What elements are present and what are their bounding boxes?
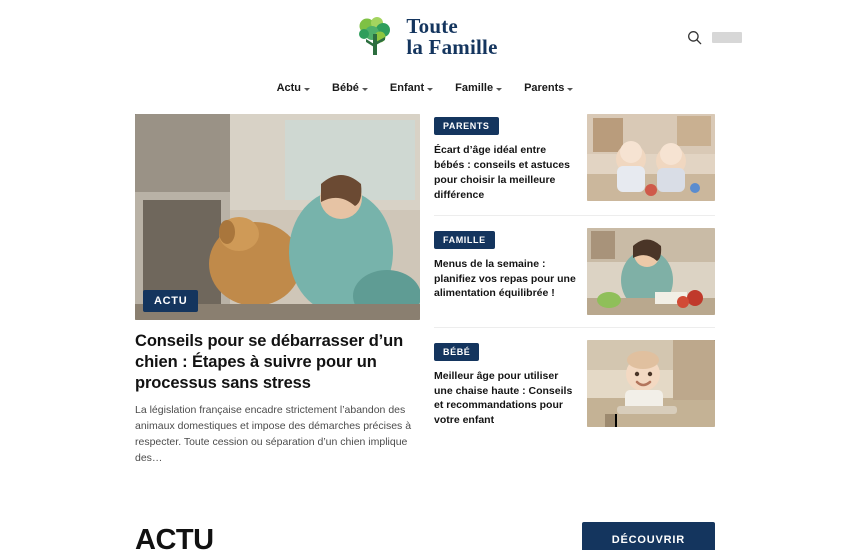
chevron-down-icon <box>362 88 368 91</box>
hero-title[interactable]: Conseils pour se débarrasser d’un chien : Étapes à suivre pour un processus sans stress <box>135 332 404 393</box>
hero-image[interactable] <box>135 114 420 320</box>
search-input[interactable] <box>712 32 742 43</box>
photo-woman-planning-meals <box>587 228 715 315</box>
hero-section <box>0 102 850 466</box>
nav-label-bebe: Bébé <box>332 82 359 94</box>
nav-item-parents[interactable] <box>524 82 573 94</box>
actu-section-header <box>135 522 715 550</box>
chevron-down-icon <box>304 88 310 91</box>
side-badge-bebe[interactable]: BÉBÉ <box>434 343 479 361</box>
nav-label-famille: Famille <box>455 82 494 94</box>
side-title-2[interactable]: Menus de la semaine : planifiez vos repas pour une alimentation équilibrée ! <box>434 257 576 300</box>
nav-item-actu[interactable] <box>277 82 310 94</box>
hero-article[interactable] <box>135 114 420 466</box>
main-navigation <box>0 74 850 102</box>
side-image-2[interactable] <box>587 228 715 315</box>
logo-line-2: la Famille <box>406 35 498 59</box>
tree-icon <box>352 14 398 60</box>
section-title: ACTU <box>135 524 214 550</box>
nav-item-bebe[interactable] <box>332 82 368 94</box>
nav-label-enfant: Enfant <box>389 82 425 94</box>
photo-two-babies <box>587 114 715 201</box>
site-logo[interactable] <box>352 14 497 60</box>
nav-item-enfant[interactable] <box>390 82 433 94</box>
discover-button[interactable]: DÉCOUVRIR <box>582 522 715 550</box>
side-title-1[interactable]: Écart d’âge idéal entre bébés : conseils et astuces pour choisir la meilleure différence <box>434 144 570 201</box>
side-image-3[interactable] <box>587 340 715 427</box>
logo-wordmark <box>406 13 498 59</box>
side-article-1[interactable] <box>434 114 715 216</box>
chevron-down-icon <box>427 88 433 91</box>
hero-excerpt: La législation française encadre strictement l’abandon des animaux domestiques et impose des démarches précises à respecter. Toute cession ou séparation d’un chien implique des… <box>135 404 412 464</box>
search-icon[interactable] <box>687 30 702 45</box>
side-article-2[interactable] <box>434 228 715 328</box>
side-badge-famille[interactable]: FAMILLE <box>434 231 495 249</box>
hero-category-tag[interactable]: ACTU <box>143 290 198 312</box>
photo-baby-in-highchair <box>587 340 715 427</box>
side-article-3[interactable] <box>434 340 715 429</box>
nav-label-parents: Parents <box>524 82 565 94</box>
nav-label-actu: Actu <box>276 82 302 94</box>
site-header <box>0 0 850 74</box>
logo-line-1: Toute <box>406 13 458 38</box>
header-actions <box>687 30 742 45</box>
chevron-down-icon <box>567 88 573 91</box>
nav-item-famille[interactable] <box>455 82 502 94</box>
side-title-3[interactable]: Meilleur âge pour utiliser une chaise haute : Conseils et recommandations pour votre enfant <box>434 369 573 427</box>
chevron-down-icon <box>496 88 502 91</box>
side-image-1[interactable] <box>587 114 715 201</box>
hero-side-list <box>434 114 715 428</box>
side-badge-parents[interactable]: PARENTS <box>434 117 499 135</box>
